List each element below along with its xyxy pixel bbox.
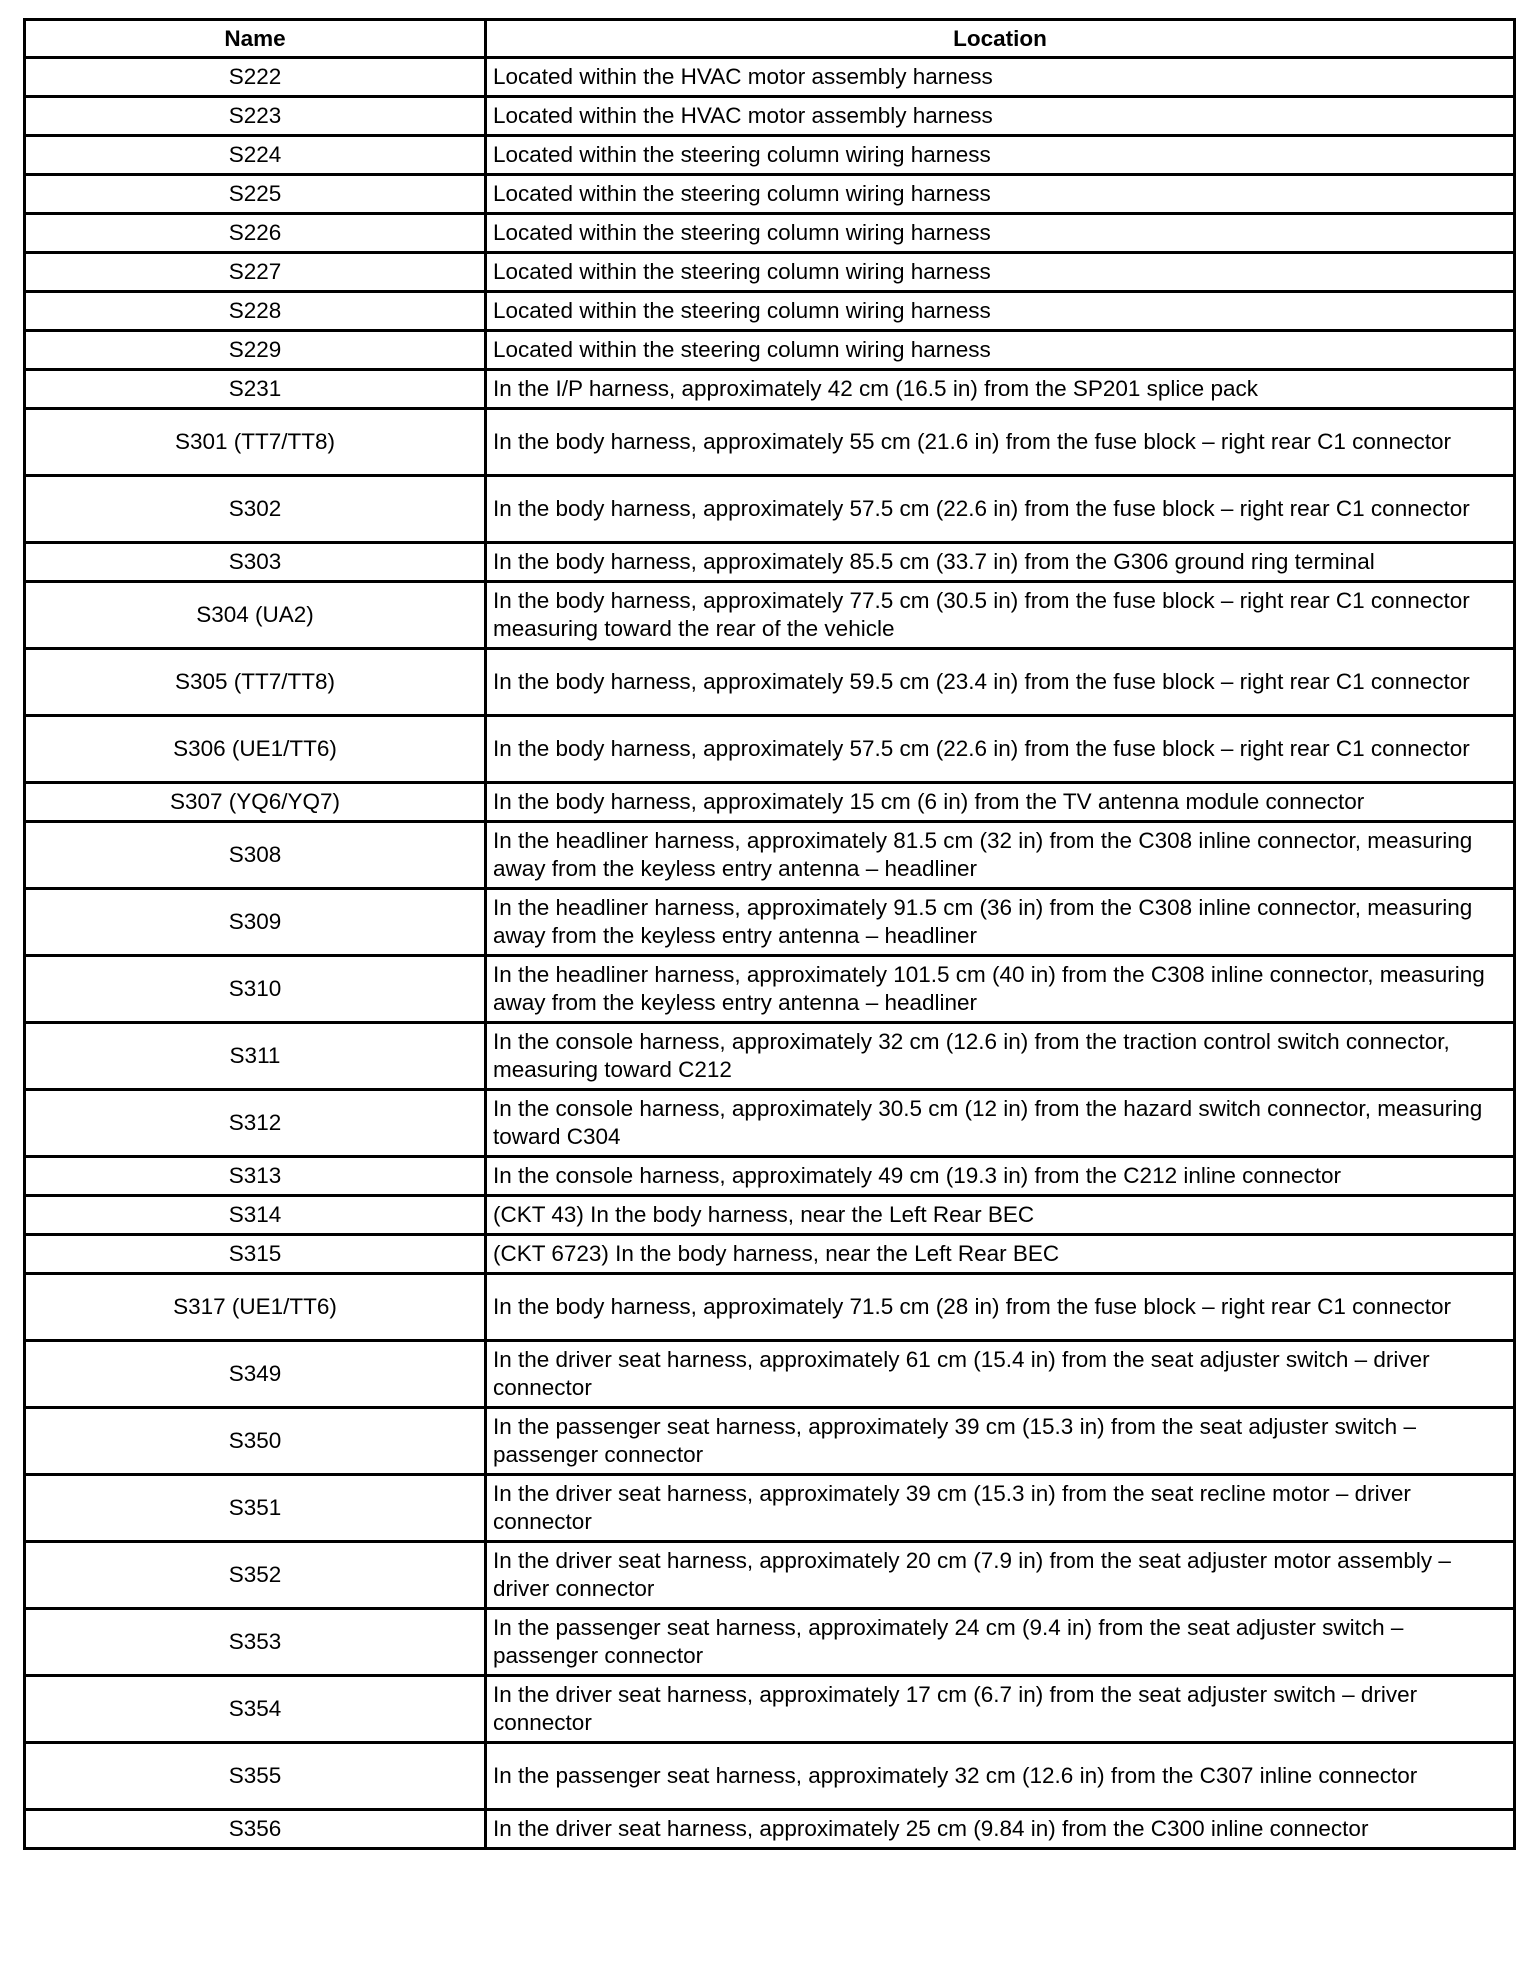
splice-location-cell: In the headliner harness, approximately 91.5 cm (36 in) from the C308 inline connector, measuring away from the keyless entry antenna – headliner bbox=[486, 889, 1515, 956]
splice-name-cell: S356 bbox=[25, 1810, 486, 1849]
table-row bbox=[25, 1542, 1515, 1609]
splice-location-cell: In the driver seat harness, approximately 39 cm (15.3 in) from the seat recline motor – driver connector bbox=[486, 1475, 1515, 1542]
table-row bbox=[25, 253, 1515, 292]
splice-name-cell: S313 bbox=[25, 1157, 486, 1196]
splice-name-cell: S225 bbox=[25, 175, 486, 214]
splice-name-cell: S315 bbox=[25, 1235, 486, 1274]
splice-location-cell: Located within the steering column wiring harness bbox=[486, 292, 1515, 331]
table-row bbox=[25, 1235, 1515, 1274]
splice-name-cell: S312 bbox=[25, 1090, 486, 1157]
splice-name-cell: S305 (TT7/TT8) bbox=[25, 649, 486, 716]
splice-name-cell: S311 bbox=[25, 1023, 486, 1090]
splice-name-cell: S226 bbox=[25, 214, 486, 253]
splice-location-cell: (CKT 43) In the body harness, near the Left Rear BEC bbox=[486, 1196, 1515, 1235]
splice-name-cell: S303 bbox=[25, 543, 486, 582]
splice-location-cell: In the driver seat harness, approximately 17 cm (6.7 in) from the seat adjuster switch – driver connector bbox=[486, 1676, 1515, 1743]
splice-name-cell: S308 bbox=[25, 822, 486, 889]
table-row bbox=[25, 1023, 1515, 1090]
splice-name-cell: S355 bbox=[25, 1743, 486, 1810]
table-row bbox=[25, 1090, 1515, 1157]
splice-location-cell: Located within the steering column wiring harness bbox=[486, 214, 1515, 253]
table-row bbox=[25, 1743, 1515, 1810]
table-row bbox=[25, 97, 1515, 136]
splice-location-cell: In the passenger seat harness, approximately 39 cm (15.3 in) from the seat adjuster switch – passenger connector bbox=[486, 1408, 1515, 1475]
splice-name-cell: S306 (UE1/TT6) bbox=[25, 716, 486, 783]
splice-location-cell: Located within the HVAC motor assembly harness bbox=[486, 97, 1515, 136]
table-row bbox=[25, 716, 1515, 783]
splice-location-cell: In the body harness, approximately 57.5 cm (22.6 in) from the fuse block – right rear C1 connector bbox=[486, 716, 1515, 783]
splice-location-cell: In the body harness, approximately 85.5 cm (33.7 in) from the G306 ground ring terminal bbox=[486, 543, 1515, 582]
splice-name-cell: S353 bbox=[25, 1609, 486, 1676]
splice-location-cell: In the body harness, approximately 57.5 cm (22.6 in) from the fuse block – right rear C1 connector bbox=[486, 476, 1515, 543]
splice-name-cell: S352 bbox=[25, 1542, 486, 1609]
table-row bbox=[25, 292, 1515, 331]
splice-name-cell: S222 bbox=[25, 58, 486, 97]
table-row bbox=[25, 214, 1515, 253]
table-row bbox=[25, 543, 1515, 582]
table-row bbox=[25, 783, 1515, 822]
column-header-name: Name bbox=[25, 20, 486, 58]
splice-location-cell: In the body harness, approximately 77.5 cm (30.5 in) from the fuse block – right rear C1 connector measuring toward the rear of the vehicle bbox=[486, 582, 1515, 649]
splice-location-cell: In the console harness, approximately 30.5 cm (12 in) from the hazard switch connector, measuring toward C304 bbox=[486, 1090, 1515, 1157]
splice-location-cell: In the body harness, approximately 71.5 cm (28 in) from the fuse block – right rear C1 connector bbox=[486, 1274, 1515, 1341]
splice-location-cell: (CKT 6723) In the body harness, near the Left Rear BEC bbox=[486, 1235, 1515, 1274]
table-row bbox=[25, 331, 1515, 370]
table-row bbox=[25, 476, 1515, 543]
splice-location-table bbox=[23, 18, 1516, 1850]
splice-location-table-container bbox=[23, 18, 1513, 1850]
splice-location-cell: In the body harness, approximately 59.5 cm (23.4 in) from the fuse block – right rear C1 connector bbox=[486, 649, 1515, 716]
splice-location-cell: In the driver seat harness, approximately 61 cm (15.4 in) from the seat adjuster switch – driver connector bbox=[486, 1341, 1515, 1408]
table-row bbox=[25, 1274, 1515, 1341]
splice-location-cell: In the body harness, approximately 15 cm (6 in) from the TV antenna module connector bbox=[486, 783, 1515, 822]
table-row bbox=[25, 1676, 1515, 1743]
splice-name-cell: S354 bbox=[25, 1676, 486, 1743]
splice-name-cell: S227 bbox=[25, 253, 486, 292]
splice-location-cell: Located within the steering column wiring harness bbox=[486, 175, 1515, 214]
splice-name-cell: S351 bbox=[25, 1475, 486, 1542]
table-body bbox=[25, 58, 1515, 1849]
splice-location-cell: In the passenger seat harness, approximately 24 cm (9.4 in) from the seat adjuster switch – passenger connector bbox=[486, 1609, 1515, 1676]
splice-name-cell: S310 bbox=[25, 956, 486, 1023]
splice-location-cell: In the headliner harness, approximately 101.5 cm (40 in) from the C308 inline connector, measuring away from the keyless entry antenna – headliner bbox=[486, 956, 1515, 1023]
splice-name-cell: S304 (UA2) bbox=[25, 582, 486, 649]
table-row bbox=[25, 1157, 1515, 1196]
table-row bbox=[25, 956, 1515, 1023]
table-row bbox=[25, 582, 1515, 649]
splice-location-cell: Located within the steering column wiring harness bbox=[486, 136, 1515, 175]
splice-location-cell: Located within the steering column wiring harness bbox=[486, 253, 1515, 292]
table-row bbox=[25, 1810, 1515, 1849]
table-header-row bbox=[25, 20, 1515, 58]
splice-name-cell: S302 bbox=[25, 476, 486, 543]
table-row bbox=[25, 822, 1515, 889]
splice-location-cell: In the headliner harness, approximately 81.5 cm (32 in) from the C308 inline connector, measuring away from the keyless entry antenna – headliner bbox=[486, 822, 1515, 889]
table-row bbox=[25, 1408, 1515, 1475]
splice-name-cell: S350 bbox=[25, 1408, 486, 1475]
splice-location-cell: In the body harness, approximately 55 cm (21.6 in) from the fuse block – right rear C1 connector bbox=[486, 409, 1515, 476]
splice-location-cell: In the passenger seat harness, approximately 32 cm (12.6 in) from the C307 inline connector bbox=[486, 1743, 1515, 1810]
splice-name-cell: S228 bbox=[25, 292, 486, 331]
table-row bbox=[25, 1196, 1515, 1235]
splice-name-cell: S307 (YQ6/YQ7) bbox=[25, 783, 486, 822]
table-row bbox=[25, 58, 1515, 97]
table-row bbox=[25, 136, 1515, 175]
splice-name-cell: S314 bbox=[25, 1196, 486, 1235]
table-row bbox=[25, 889, 1515, 956]
table-row bbox=[25, 1475, 1515, 1542]
splice-location-cell: In the console harness, approximately 32 cm (12.6 in) from the traction control switch connector, measuring toward C212 bbox=[486, 1023, 1515, 1090]
splice-name-cell: S224 bbox=[25, 136, 486, 175]
table-row bbox=[25, 1609, 1515, 1676]
splice-name-cell: S317 (UE1/TT6) bbox=[25, 1274, 486, 1341]
table-row bbox=[25, 370, 1515, 409]
column-header-location: Location bbox=[486, 20, 1515, 58]
splice-name-cell: S349 bbox=[25, 1341, 486, 1408]
splice-location-cell: In the driver seat harness, approximately 20 cm (7.9 in) from the seat adjuster motor assembly – driver connector bbox=[486, 1542, 1515, 1609]
splice-location-cell: In the driver seat harness, approximately 25 cm (9.84 in) from the C300 inline connector bbox=[486, 1810, 1515, 1849]
splice-location-cell: In the I/P harness, approximately 42 cm (16.5 in) from the SP201 splice pack bbox=[486, 370, 1515, 409]
table-row bbox=[25, 175, 1515, 214]
splice-name-cell: S301 (TT7/TT8) bbox=[25, 409, 486, 476]
splice-name-cell: S309 bbox=[25, 889, 486, 956]
table-row bbox=[25, 409, 1515, 476]
splice-name-cell: S223 bbox=[25, 97, 486, 136]
splice-name-cell: S231 bbox=[25, 370, 486, 409]
table-row bbox=[25, 649, 1515, 716]
splice-name-cell: S229 bbox=[25, 331, 486, 370]
splice-location-cell: In the console harness, approximately 49 cm (19.3 in) from the C212 inline connector bbox=[486, 1157, 1515, 1196]
splice-location-cell: Located within the HVAC motor assembly harness bbox=[486, 58, 1515, 97]
table-row bbox=[25, 1341, 1515, 1408]
splice-location-cell: Located within the steering column wiring harness bbox=[486, 331, 1515, 370]
